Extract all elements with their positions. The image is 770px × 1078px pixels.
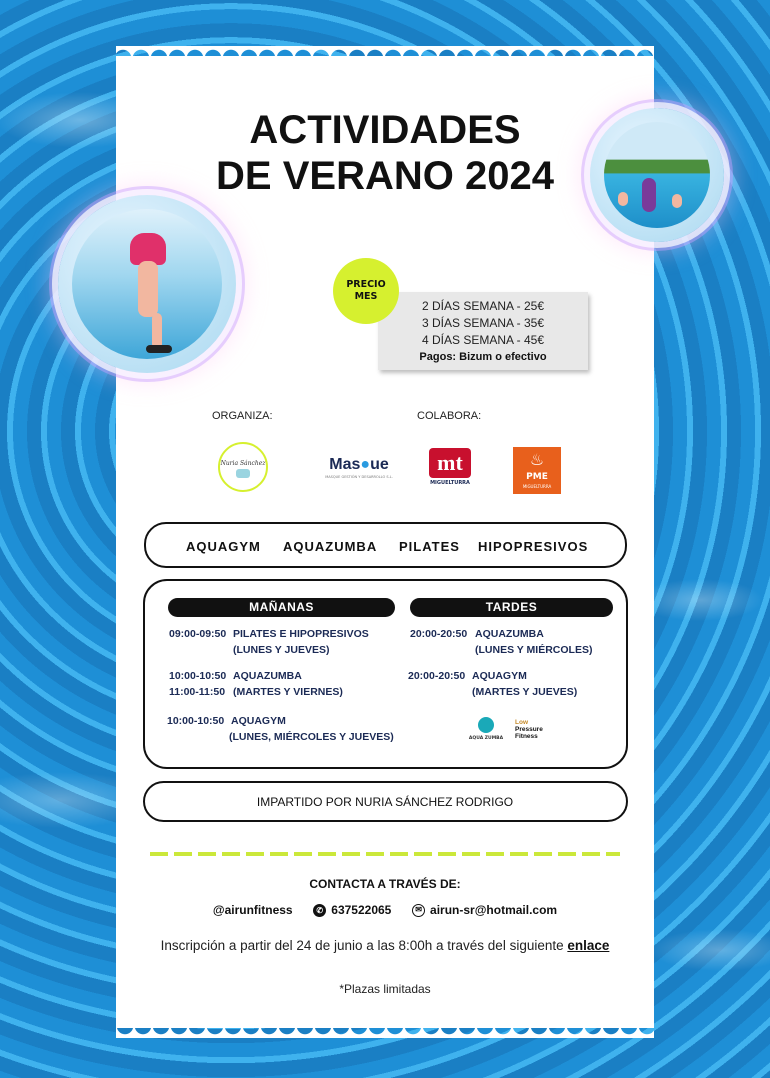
morning-3-activity: AQUAGYM bbox=[231, 715, 286, 727]
nuria-sanchez-logo bbox=[218, 442, 268, 492]
inscription-text: Inscripción a partir del 24 de junio a las 8:00h a través del siguiente bbox=[160, 938, 568, 953]
price-badge-line-1: PRECIO bbox=[346, 279, 386, 290]
morning-1-days: (LUNES Y JUEVES) bbox=[233, 644, 330, 656]
masque-logo: Mas●ue MASQUE GESTIÓN Y DESARROLLO S.L. bbox=[318, 456, 400, 479]
price-badge bbox=[333, 258, 399, 324]
morning-1-time: 09:00-09:50 bbox=[169, 628, 227, 640]
activity-pilates: PILATES bbox=[399, 539, 460, 554]
afternoon-1-activity: AQUAZUMBA bbox=[475, 628, 544, 640]
morning-2-time: 10:00-10:50 bbox=[169, 670, 227, 682]
inscription-link[interactable]: enlace bbox=[567, 938, 610, 953]
activity-aquazumba: AQUAZUMBA bbox=[283, 539, 378, 554]
organiza-label: ORGANIZA: bbox=[212, 410, 273, 422]
inscription-line bbox=[0, 938, 770, 953]
lpf-logo-line-3: Fitness bbox=[515, 733, 538, 740]
price-badge-line-2: MES bbox=[354, 291, 378, 302]
phone-number[interactable]: 637522065 bbox=[331, 903, 392, 917]
miguelturra-logo: mt MIGUELTURRA bbox=[427, 448, 473, 492]
morning-2-days: (MARTES Y VIERNES) bbox=[233, 686, 343, 698]
instagram-handle[interactable]: @airunfitness bbox=[212, 903, 293, 917]
morning-2-activity: AQUAZUMBA bbox=[233, 670, 302, 682]
activity-hipopresivos: HIPOPRESIVOS bbox=[478, 539, 589, 554]
morning-2-time-2: 11:00-11:50 bbox=[169, 686, 226, 698]
morning-3-time: 10:00-10:50 bbox=[167, 715, 225, 727]
title-line-2: DE VERANO 2024 bbox=[216, 154, 554, 198]
afternoon-1-days: (LUNES Y MIÉRCOLES) bbox=[475, 644, 593, 656]
lpf-logo-line-2: Pressure bbox=[515, 726, 543, 733]
afternoon-1-time: 20:00-20:50 bbox=[410, 628, 468, 640]
masque-logo-subtitle: MASQUE GESTIÓN Y DESARROLLO S.L. bbox=[325, 475, 393, 479]
masque-logo-text: Mas bbox=[329, 456, 361, 473]
afternoon-2-days: (MARTES Y JUEVES) bbox=[472, 686, 578, 698]
email-address[interactable]: airun-sr@hotmail.com bbox=[430, 903, 558, 917]
lpf-logo-line-1: Low bbox=[515, 719, 528, 726]
title-line-1: ACTIVIDADES bbox=[249, 108, 521, 152]
afternoon-header: TARDES bbox=[410, 598, 613, 617]
price-option-4-days: 4 DÍAS SEMANA - 45€ bbox=[421, 333, 545, 347]
colabora-label: COLABORA: bbox=[417, 410, 482, 422]
instructor-text: IMPARTIDO POR NURIA SÁNCHEZ RODRIGO bbox=[256, 795, 514, 809]
limited-places-note: *Plazas limitadas bbox=[339, 982, 431, 996]
masque-logo-text-end: ue bbox=[370, 456, 389, 473]
aquagym-photo-bubble-left bbox=[58, 195, 236, 373]
low-pressure-fitness-logo bbox=[515, 719, 563, 740]
morning-header: MAÑANAS bbox=[168, 598, 395, 617]
afternoon-2-activity: AQUAGYM bbox=[472, 670, 527, 682]
activity-aquagym: AQUAGYM bbox=[186, 539, 261, 554]
aqua-zumba-logo bbox=[466, 717, 506, 741]
morning-3-days: (LUNES, MIÉRCOLES Y JUEVES) bbox=[229, 731, 394, 743]
morning-1-activity: PILATES E HIPOPRESIVOS bbox=[233, 628, 369, 640]
price-option-2-days: 2 DÍAS SEMANA - 25€ bbox=[421, 299, 545, 313]
nuria-sanchez-logo-script: Nuria Sánchez bbox=[220, 460, 266, 467]
contact-heading: CONTACTA A TRAVÉS DE: bbox=[309, 877, 461, 891]
pool-photo-bubble-right bbox=[590, 108, 724, 242]
contact-row bbox=[0, 903, 770, 917]
payment-methods: Pagos: Bizum o efectivo bbox=[419, 351, 547, 363]
pme-logo-text: MIGUELTURRA bbox=[522, 484, 552, 489]
email-icon: ✉ bbox=[412, 904, 425, 917]
price-option-3-days: 3 DÍAS SEMANA - 35€ bbox=[421, 316, 545, 330]
aqua-zumba-logo-text: AQUA ZUMBA bbox=[468, 736, 504, 741]
pme-miguelturra-logo: ♨ PME MIGUELTURRA bbox=[513, 447, 561, 494]
miguelturra-logo-text: MIGUELTURRA bbox=[430, 480, 470, 486]
phone-icon: ✆ bbox=[313, 904, 326, 917]
dashed-divider bbox=[150, 852, 620, 856]
afternoon-2-time: 20:00-20:50 bbox=[408, 670, 466, 682]
